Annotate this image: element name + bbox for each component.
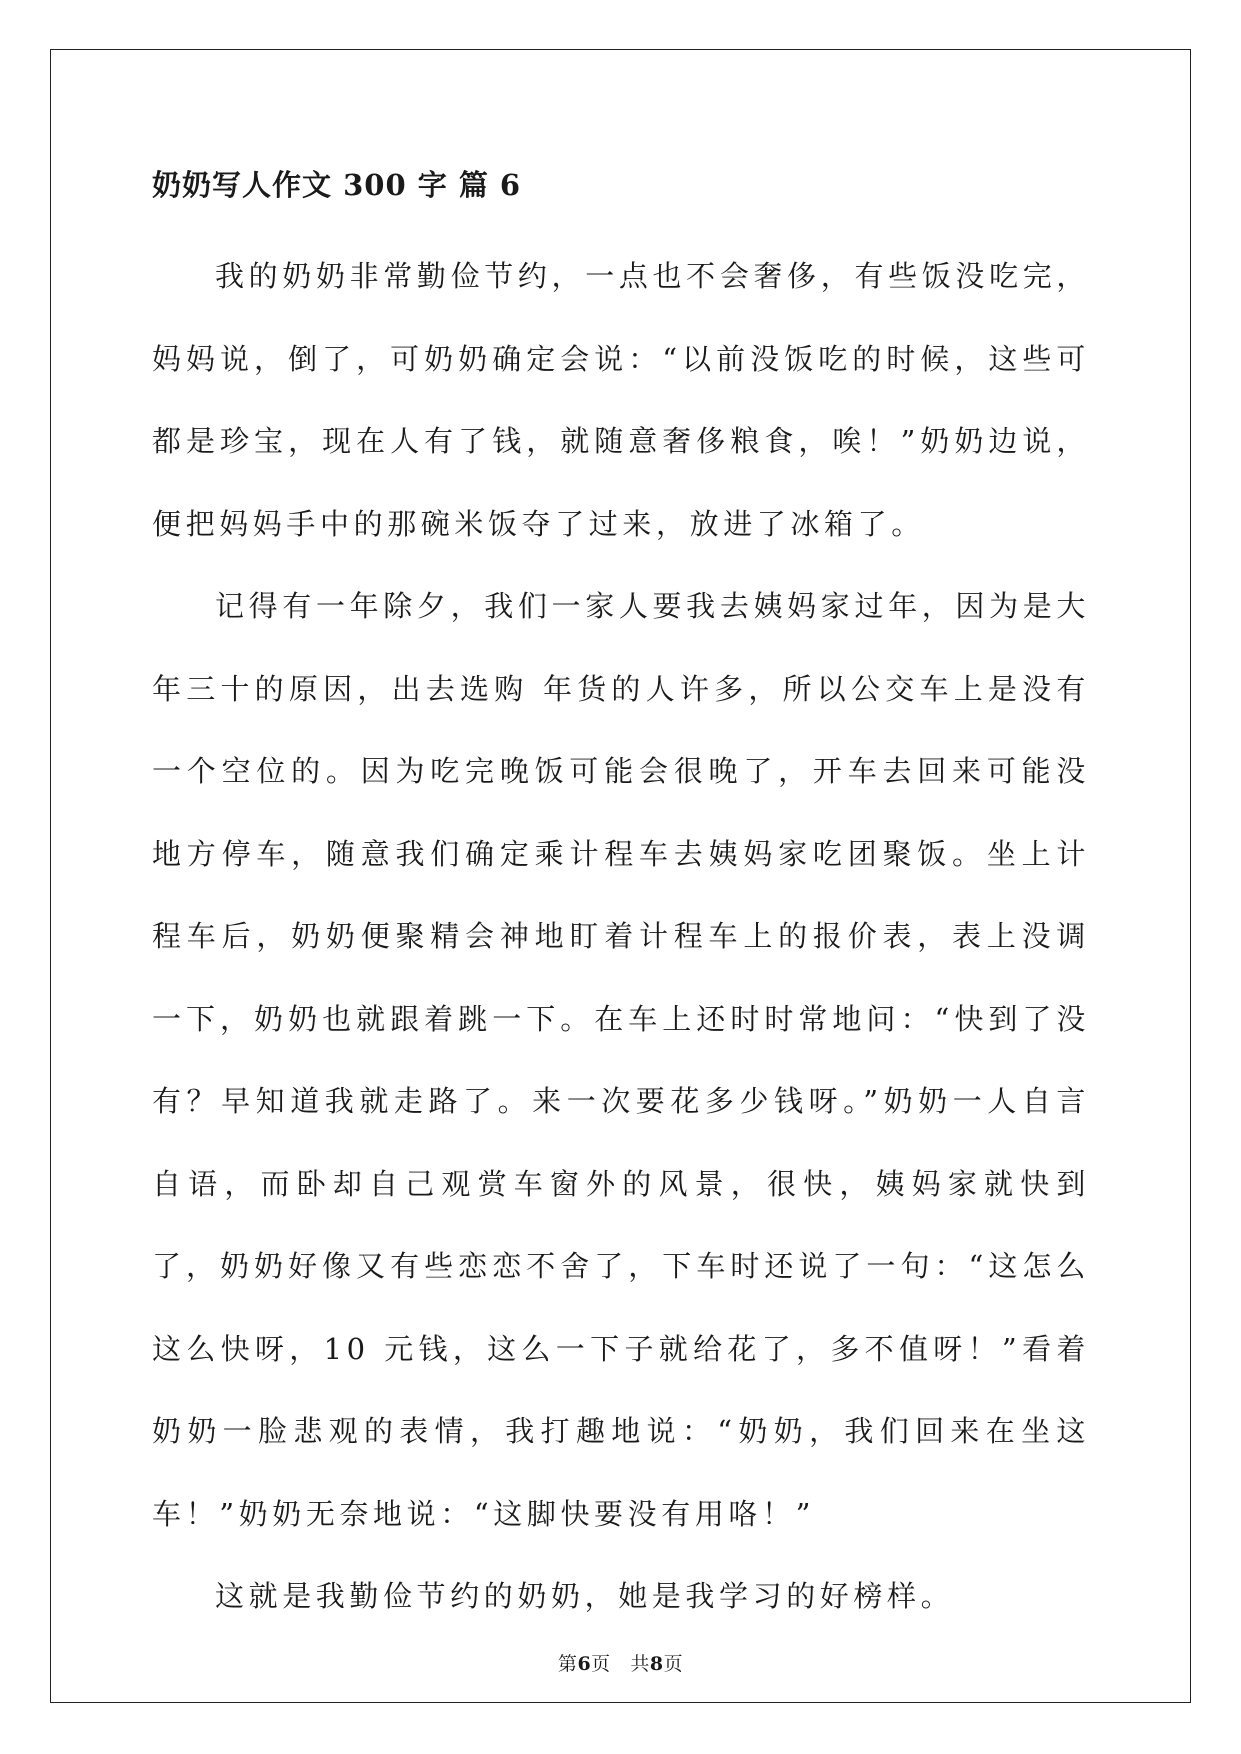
footer-total-prefix: 共 [630,1653,650,1675]
footer-prefix: 第 [557,1653,578,1675]
total-pages-number: 8 [649,1653,664,1675]
paragraph-3: 这就是我勤俭节约的奶奶，她是我学习的好榜样。 [215,1579,955,1613]
paragraph-1: 我的奶奶非常勤俭节约，一点也不会奢侈，有些饭没吃完，妈妈说，倒了，可奶奶确定会说：“以前没饭吃的时候，这些可都是珍宝，现在人有了钱，就随意奢侈粮食，唉！”奶奶边说，便把妈妈手中的那碗米饭夺了过来，放进了冰箱了。 [152,259,1090,541]
page-footer [0,1652,1241,1676]
document-body [152,165,1090,1638]
footer-total-unit: 页 [663,1653,684,1675]
footer-page-unit: 页 [591,1653,611,1675]
paragraph-2: 记得有一年除夕，我们一家人要我去姨妈家过年，因为是大年三十的原因，出去选购 年货的人许多，所以公交车上是没有一个空位的。因为吃完晚饭可能会很晚了，开车去回来可能没地方停车，随意我们确定乘计程车去姨妈家吃团聚饭。坐上计程车后，奶奶便聚精会神地盯着计程车上的报价表，表上没调一下，奶奶也就跟着跳一下。在车上还时时常地问：“快到了没有？早知道我就走路了。来一次要花多少钱呀。”奶奶一人自言自语，而卧却自己观赏车窗外的风景，很快，姨妈家就快到了，奶奶好像又有些恋恋不舍了，下车时还说了一句：“这怎么这么快呀，10 元钱，这么一下子就给花了，多不值呀！”看着奶奶一脸悲观的表情，我打趣地说：“奶奶，我们回来在坐这车！”奶奶无奈地说：“这脚快要没有用咯！” [152,589,1090,1531]
current-page-number: 6 [577,1653,592,1675]
document-title: 奶奶写人作文 300 字 篇 6 [152,168,522,202]
